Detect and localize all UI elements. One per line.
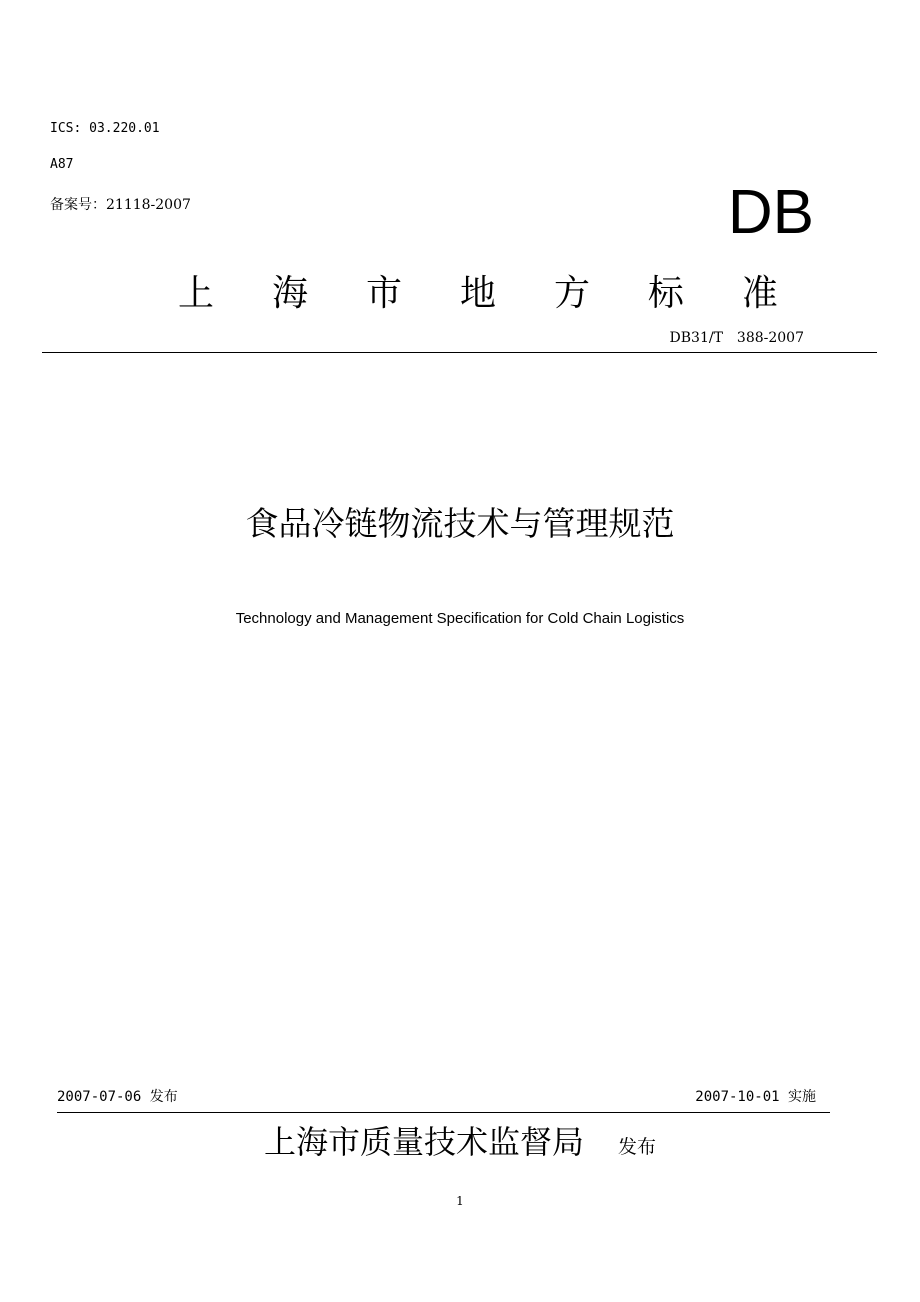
standard-type-char: 市 bbox=[365, 273, 402, 314]
title-chinese: 食品冷链物流技术与管理规范 bbox=[245, 504, 675, 543]
standard-type-title bbox=[178, 272, 778, 316]
db-mark: DB bbox=[727, 178, 814, 247]
issue-date: 2007-07-06 发布 bbox=[57, 1089, 178, 1105]
filing-number: 备案号：21118-2007 bbox=[50, 197, 191, 213]
implementation-date: 2007-10-01 实施 bbox=[695, 1089, 816, 1105]
issuer-line bbox=[0, 1120, 920, 1164]
ics-code: ICS: 03.220.01 bbox=[50, 121, 160, 136]
issuer-suffix: 发布 bbox=[618, 1136, 657, 1158]
title-english: Technology and Management Specification for Cold Chain Logistics bbox=[235, 610, 685, 627]
standard-type-char: 地 bbox=[459, 273, 496, 314]
issuer-name: 上海市质量技术监督局 bbox=[263, 1123, 584, 1161]
standard-type-char: 准 bbox=[741, 273, 778, 314]
standard-type-char: 上 bbox=[178, 273, 215, 314]
standard-type-char: 方 bbox=[553, 273, 590, 314]
header-divider bbox=[42, 352, 877, 353]
footer-divider bbox=[57, 1112, 830, 1113]
standard-number: DB31/T 388-2007 bbox=[669, 330, 804, 346]
standard-type-char: 海 bbox=[271, 273, 308, 314]
ccs-code: A87 bbox=[50, 157, 74, 172]
standard-type-char: 标 bbox=[647, 273, 684, 314]
page-number: 1 bbox=[456, 1194, 464, 1208]
